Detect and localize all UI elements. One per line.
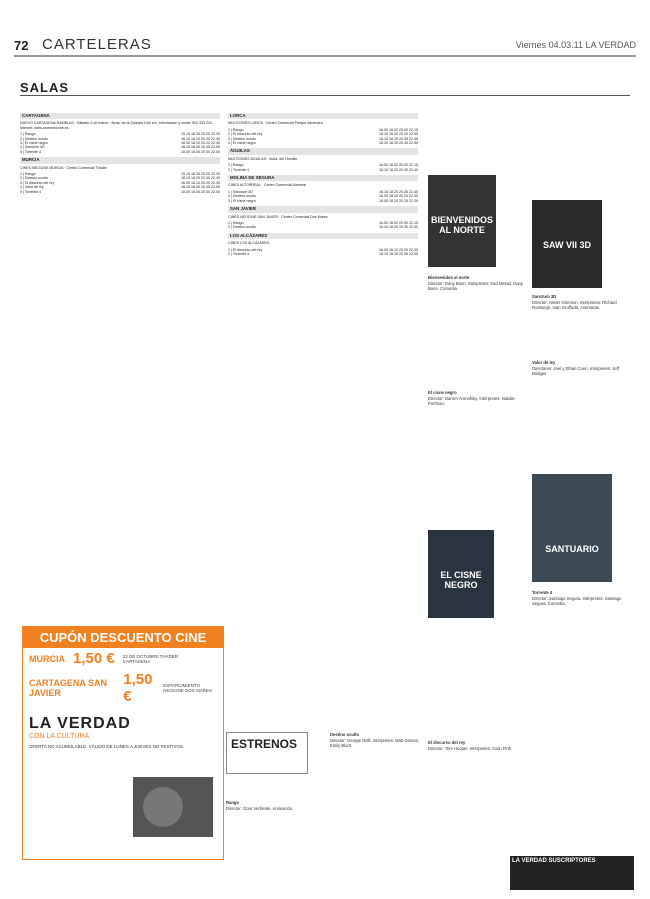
review-text-5: Director: Santiago Segura. Intérpretes: Santiago Segura. Comedia. [532, 595, 622, 607]
showtime-row [228, 168, 418, 172]
poster-3 [532, 474, 612, 582]
review-8 [428, 740, 524, 800]
showtimes: 16.00 18.00 20.00 22.00 [181, 189, 220, 194]
film-title: 1 | El discurso del rey [228, 247, 263, 252]
showtimes: 16.00 18.00 20.00 22.15 [379, 127, 418, 132]
review-text-7: Director: Gore Verbinski. Animación. [226, 805, 294, 811]
cinema-address: CINES LOS ALCÁZARES [228, 241, 270, 246]
cinema-address: MULTICINES LORCA · Centro Comercial Parque Almenara [228, 121, 323, 126]
estrenos-title: ESTRENOS [231, 737, 298, 751]
showtimes: 16.05 18.15 20.25 22.35 [379, 198, 418, 203]
cinema-address: MULTICINES ÁGUILAS · Avda. del Hornillo [228, 156, 298, 161]
coupon-note-2: ESPARCIMIENTO NEOCINE DOS MARES [163, 683, 213, 693]
poster-2 [532, 200, 602, 288]
film-title: 2 | Destino oculto [20, 136, 48, 141]
film-title: 1 | Rango [228, 163, 244, 168]
film-title: 2 | Torrente 4 [228, 167, 250, 172]
showtime-row [228, 199, 418, 203]
film-title: 4 | Valor de ley [20, 185, 44, 190]
cinema-name: LOS ALCÁZARES [228, 233, 418, 239]
coupon-title: CUPÓN DESCUENTO CINE [23, 627, 223, 648]
film-title: 1 | Sanctum 3D [228, 189, 253, 194]
coupon-brand: LA VERDAD [29, 715, 131, 732]
showtimes: 16.00 18.00 20.00 22.00 [181, 149, 220, 154]
cinema-name: CARTAGENA [20, 113, 220, 119]
review-text-3: Director: Alister Grierson. Intérpretes: Richard Roxburgh, Ioan Gruffudd. Aventuras. [532, 299, 617, 311]
film-title: 4 | El cisne negro [228, 141, 256, 146]
film-title: 3 | El discurso del rey [20, 180, 55, 185]
cinema-address: CINES NEOCINE MURCIA · Centro Comercial Thader [20, 165, 107, 170]
film-title: 1 | Rango [20, 172, 36, 177]
coupon-price-1: 1,50 € [73, 650, 115, 667]
coupon-line-2 [23, 669, 223, 707]
film-title: 2 | Destino oculto [228, 225, 256, 230]
showtimes: 16.00 18.00 20.00 22.15 [379, 220, 418, 225]
showtime-row [20, 190, 220, 194]
showtimes: 15.15 18.25 20.25 22.30 [181, 132, 220, 137]
film-title: 2 | Destino oculto [20, 176, 48, 181]
film-title: 3 | Destino oculto [228, 136, 256, 141]
poster-4 [428, 530, 494, 618]
review-title-7: Rango [226, 800, 240, 805]
salas-rule [20, 95, 630, 96]
film-title: 2 | Destino oculto [228, 194, 256, 199]
showtimes: 16.00 18.00 20.00 22.15 [379, 163, 418, 168]
film-title: 5 | Torrente 4 [20, 189, 42, 194]
cinema-name: SAN JAVIER [228, 206, 418, 212]
review-title-6: Destino oculto [330, 732, 360, 737]
showtimes: 16.20 18.30 20.40 22.50 [379, 141, 418, 146]
poster-title-4: EL CISNE NEGRO [440, 570, 482, 590]
showtimes: 16.00 18.10 20.20 22.30 [181, 180, 220, 185]
listings-column-1 [20, 110, 220, 620]
cinema-name: MURCIA [20, 157, 220, 163]
cinema-address: NUEVO CARTAGENA RAMBLAS · Sábado 3 de marzo · Avda. de la Guardia Civil s/n. Información y venta: 902 333 231. Internet: www.cinesneocine.es [20, 121, 213, 130]
film-title: 4 | Sanctum 3D [20, 145, 45, 150]
film-title: 1 | Rango [20, 132, 36, 137]
review-text-4: Directores: Joel y Ethan Coen. Intérpretes: Jeff Bridges. [532, 365, 619, 377]
poster-title-2: SAW VII 3D [542, 240, 591, 250]
showtimes: 16.10 18.20 20.30 22.40 [181, 176, 220, 181]
showtimes: 16.00 18.10 20.20 22.30 [181, 141, 220, 146]
header-rule [14, 55, 636, 57]
listings-column-2 [228, 110, 418, 730]
showtimes: 16.15 18.25 20.35 22.45 [379, 136, 418, 141]
salas-title: SALAS [20, 80, 70, 95]
coupon-box [22, 626, 224, 860]
film-reel-image [133, 777, 213, 837]
review-title-8: El discurso del rey [428, 740, 466, 745]
film-title: 2 | El discurso del rey [228, 132, 263, 137]
cinema-address: CINES ALTORREAL · Centro Comercial Altorreal [228, 183, 307, 188]
coupon-text: OFERTA NO ACUMULABLE. VÁLIDO DE LUNES A JUEVES NO FESTIVOS. [29, 744, 185, 749]
cinema-name: MOLINA DE SEGURA [228, 175, 418, 181]
showtimes: 16.10 18.20 20.30 22.40 [379, 167, 418, 172]
review-1 [428, 275, 524, 375]
coupon-line-1 [23, 648, 223, 669]
review-title-1: Bienvenidos al norte [428, 275, 470, 280]
showtimes: 16.15 18.25 20.35 22.45 [379, 251, 418, 256]
review-2 [428, 390, 524, 450]
review-title-4: Valor de ley [532, 360, 556, 365]
film-title: 1 | Rango [228, 127, 244, 132]
page-number: 72 [14, 38, 29, 53]
estrenos-box [226, 732, 308, 774]
showtimes: 16.15 18.25 20.35 22.45 [379, 189, 418, 194]
film-title: 2 | Torrente 4 [228, 251, 250, 256]
review-7 [226, 800, 320, 860]
review-title-2: El cisne negro [428, 390, 457, 395]
film-title: 5 | Torrente 4 [20, 149, 42, 154]
showtimes: 16.10 18.20 20.30 22.40 [379, 132, 418, 137]
cinema-name: ÁGUILAS [228, 148, 418, 154]
poster-title-1: BIENVENIDOS AL NORTE [430, 215, 493, 235]
review-title-5: Torrente 4 [532, 590, 553, 595]
poster-title-3: SANTUARIO [545, 544, 599, 554]
date-line: Viernes 04.03.11 LA VERDAD [515, 40, 636, 50]
page-header [0, 0, 650, 60]
film-title: 1 | Rango [228, 220, 244, 225]
showtime-row [228, 141, 418, 145]
showtimes: 16.15 18.30 20.45 22.50 [181, 145, 220, 150]
showtimes: 16.10 18.20 20.30 22.40 [181, 136, 220, 141]
coupon-city-2: CARTAGENA SAN JAVIER [29, 678, 107, 698]
review-text-6: Director: George Nolfi. Intérpretes: Matt Damon, Emily Blunt. [330, 737, 420, 749]
poster-1 [428, 175, 496, 267]
review-4 [532, 360, 632, 420]
cinema-address: CINES NEOCINE SAN JAVIER · Centro Comercial Dos Mares [228, 214, 328, 219]
film-title: 3 | El cisne negro [228, 198, 256, 203]
showtime-row [228, 252, 418, 256]
cinema-name: LORCA [228, 113, 418, 119]
review-5 [532, 590, 632, 650]
showtime-row [20, 150, 220, 154]
review-3 [532, 294, 632, 354]
review-text-1: Director: Dany Boon. Intérpretes: Kad Merad, Dany Boon. Comedia. [428, 280, 523, 292]
coupon-brand-sub: CON LA CULTURA [29, 733, 90, 740]
review-text-2: Director: Darren Aronofsky. Intérpretes: Natalie Portman. [428, 395, 515, 407]
showtimes: 15.15 18.25 20.25 22.30 [181, 172, 220, 177]
review-6 [330, 732, 420, 792]
showtimes: 16.00 18.10 20.20 22.30 [379, 247, 418, 252]
film-title: 3 | El cisne negro [20, 141, 48, 146]
showtimes: 16.10 18.20 20.30 22.40 [379, 225, 418, 230]
coupon-city-1: MURCIA [29, 653, 65, 664]
showtime-row [228, 225, 418, 229]
suscriptores-banner: LA VERDAD SUSCRIPTORES [510, 856, 634, 890]
review-text-8: Director: Tom Hooper. Intérpretes: Colin Firth. [428, 745, 513, 751]
coupon-note-1: 22 DE OCTUBRE THADER CARTAGENA [122, 653, 179, 664]
reel-shape [143, 787, 183, 827]
showtimes: 16.00 18.10 20.20 22.30 [379, 194, 418, 199]
showtimes: 16.15 18.30 20.45 22.50 [181, 185, 220, 190]
coupon-price-2: 1,50 € [123, 671, 153, 705]
section-title: CARTELERAS [42, 36, 152, 53]
review-title-3: Sanctum 3D [532, 294, 557, 299]
